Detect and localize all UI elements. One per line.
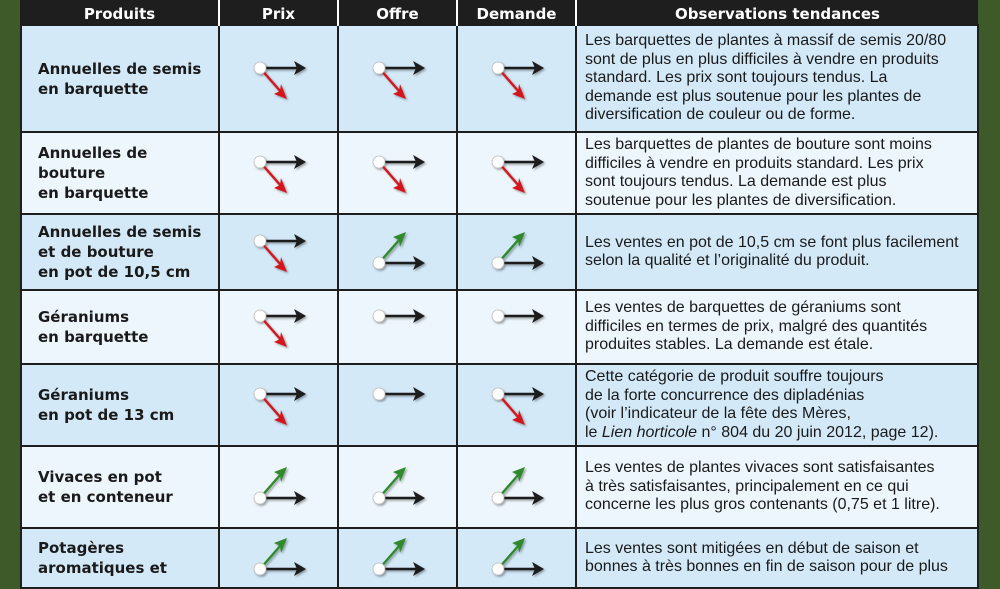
product-cell bbox=[21, 290, 219, 364]
down-arrow-icon bbox=[367, 148, 429, 198]
up-arrow-icon bbox=[367, 227, 429, 277]
observation-line: soutenue pour les plantes de diversification. bbox=[585, 191, 897, 209]
trend-table-frame bbox=[20, 0, 975, 577]
product-name-line: en pot de 13 cm bbox=[38, 406, 175, 424]
table-body bbox=[21, 25, 978, 588]
product-name-line: et de bouture bbox=[38, 243, 154, 261]
stable-arrow-icon bbox=[367, 380, 429, 430]
down-arrow-icon bbox=[248, 148, 310, 198]
header-products: Produits bbox=[21, 0, 219, 25]
demand-trend-cell bbox=[457, 25, 576, 132]
product-name-line: et en conteneur bbox=[38, 488, 173, 506]
observation-line: à très satisfaisantes, principalement en ce qui bbox=[585, 477, 909, 495]
price-trend-cell bbox=[219, 528, 338, 588]
stable-arrow-icon bbox=[367, 302, 429, 352]
table-header-row bbox=[21, 0, 978, 25]
down-arrow-icon bbox=[486, 54, 548, 104]
table-row bbox=[21, 528, 978, 588]
observation-line: sont toujours tendus. La demande est plus bbox=[585, 173, 887, 190]
supply-trend-cell bbox=[338, 446, 457, 528]
table-row bbox=[21, 25, 978, 132]
header-price: Prix bbox=[219, 0, 338, 25]
observation-line: Les barquettes de plantes à massif de semis 20/80 bbox=[585, 32, 947, 50]
observation-line: Les ventes de barquettes de géraniums sont bbox=[585, 299, 901, 317]
down-arrow-icon bbox=[367, 54, 429, 104]
product-name-line: Géraniums bbox=[38, 308, 130, 326]
observation-line: selon la qualité et l’originalité du produit. bbox=[585, 252, 870, 269]
table-row bbox=[21, 214, 978, 290]
header-observations: Observations tendances bbox=[576, 0, 978, 25]
product-cell bbox=[21, 132, 219, 214]
product-name-line: aromatiques et bbox=[38, 559, 167, 577]
product-name-line: Annuelles de semis bbox=[38, 223, 202, 241]
observation-cell bbox=[576, 25, 978, 132]
product-name-line: Géraniums bbox=[38, 386, 130, 404]
observation-line: Les ventes de plantes vivaces sont satisfaisantes bbox=[585, 459, 935, 477]
header-demand: Demande bbox=[457, 0, 576, 25]
up-arrow-icon bbox=[486, 533, 548, 583]
supply-trend-cell bbox=[338, 290, 457, 364]
observation-cell bbox=[576, 290, 978, 364]
trend-table bbox=[20, 0, 979, 589]
demand-trend-cell bbox=[457, 446, 576, 528]
observation-line: demande est plus soutenue pour les plantes de bbox=[585, 87, 922, 105]
observation-line: bonnes à très bonnes en fin de saison pour de plus bbox=[585, 558, 948, 575]
observation-line: sont de plus en plus difficiles à vendre en produits bbox=[585, 50, 939, 68]
table-row bbox=[21, 364, 978, 446]
up-arrow-icon bbox=[486, 462, 548, 512]
observation-line: difficiles à vendre en produits standard. Les prix bbox=[585, 154, 924, 172]
observation-line: le Lien horticole n° 804 du 20 juin 2012, page 12). bbox=[585, 423, 939, 441]
down-arrow-icon bbox=[248, 54, 310, 104]
up-arrow-icon bbox=[367, 462, 429, 512]
demand-trend-cell bbox=[457, 364, 576, 446]
product-name-line: Potagères bbox=[38, 539, 125, 557]
observation-line: Les ventes sont mitigées en début de saison et bbox=[585, 539, 919, 557]
observation-line: de la forte concurrence des dipladénias bbox=[585, 386, 865, 404]
price-trend-cell bbox=[219, 25, 338, 132]
up-arrow-icon bbox=[486, 227, 548, 277]
stable-arrow-icon bbox=[486, 302, 548, 352]
observation-line: Cette catégorie de produit souffre toujours bbox=[585, 368, 884, 385]
product-name-line: en barquette bbox=[38, 184, 149, 202]
down-arrow-icon bbox=[486, 380, 548, 430]
price-trend-cell bbox=[219, 132, 338, 214]
down-arrow-icon bbox=[248, 227, 310, 277]
observation-line: diversification de couleur ou de forme. bbox=[585, 106, 856, 124]
header-supply: Offre bbox=[338, 0, 457, 25]
up-arrow-icon bbox=[248, 462, 310, 512]
product-cell bbox=[21, 25, 219, 132]
observation-line: standard. Les prix sont toujours tendus. La bbox=[585, 69, 888, 87]
demand-trend-cell bbox=[457, 214, 576, 290]
product-cell bbox=[21, 214, 219, 290]
product-name-line: Annuelles de bouture bbox=[38, 144, 148, 182]
price-trend-cell bbox=[219, 214, 338, 290]
up-arrow-icon bbox=[367, 533, 429, 583]
supply-trend-cell bbox=[338, 214, 457, 290]
observation-cell bbox=[576, 446, 978, 528]
down-arrow-icon bbox=[248, 380, 310, 430]
down-arrow-icon bbox=[248, 302, 310, 352]
supply-trend-cell bbox=[338, 132, 457, 214]
demand-trend-cell bbox=[457, 132, 576, 214]
observation-line: Les barquettes de plantes de bouture sont moins bbox=[585, 136, 932, 153]
observation-line: concerne les plus gros contenants (0,75 et 1 litre). bbox=[585, 496, 940, 514]
down-arrow-icon bbox=[486, 148, 548, 198]
product-name-line: en barquette bbox=[38, 79, 149, 98]
product-name-line: en barquette bbox=[38, 328, 149, 346]
observation-line: (voir l’indicateur de la fête des Mères, bbox=[585, 405, 851, 422]
demand-trend-cell bbox=[457, 290, 576, 364]
price-trend-cell bbox=[219, 364, 338, 446]
table-row bbox=[21, 132, 978, 214]
product-name-line: en pot de 10,5 cm bbox=[38, 263, 191, 281]
table-row bbox=[21, 290, 978, 364]
table-row bbox=[21, 446, 978, 528]
product-cell bbox=[21, 528, 219, 588]
supply-trend-cell bbox=[338, 528, 457, 588]
up-arrow-icon bbox=[248, 533, 310, 583]
product-cell bbox=[21, 364, 219, 446]
demand-trend-cell bbox=[457, 528, 576, 588]
supply-trend-cell bbox=[338, 364, 457, 446]
product-name-line: Vivaces en pot bbox=[38, 468, 162, 486]
price-trend-cell bbox=[219, 446, 338, 528]
observation-cell bbox=[576, 132, 978, 214]
observation-cell bbox=[576, 214, 978, 290]
supply-trend-cell bbox=[338, 25, 457, 132]
observation-line: difficiles en termes de prix, malgré des quantités bbox=[585, 317, 928, 335]
product-cell bbox=[21, 446, 219, 528]
price-trend-cell bbox=[219, 290, 338, 364]
observation-line: Les ventes en pot de 10,5 cm se font plus facilement bbox=[585, 233, 959, 251]
product-name-line: Annuelles de semis bbox=[38, 59, 202, 78]
observation-cell bbox=[576, 364, 978, 446]
observation-cell bbox=[576, 528, 978, 588]
observation-line: produites stables. La demande est étale. bbox=[585, 336, 874, 354]
